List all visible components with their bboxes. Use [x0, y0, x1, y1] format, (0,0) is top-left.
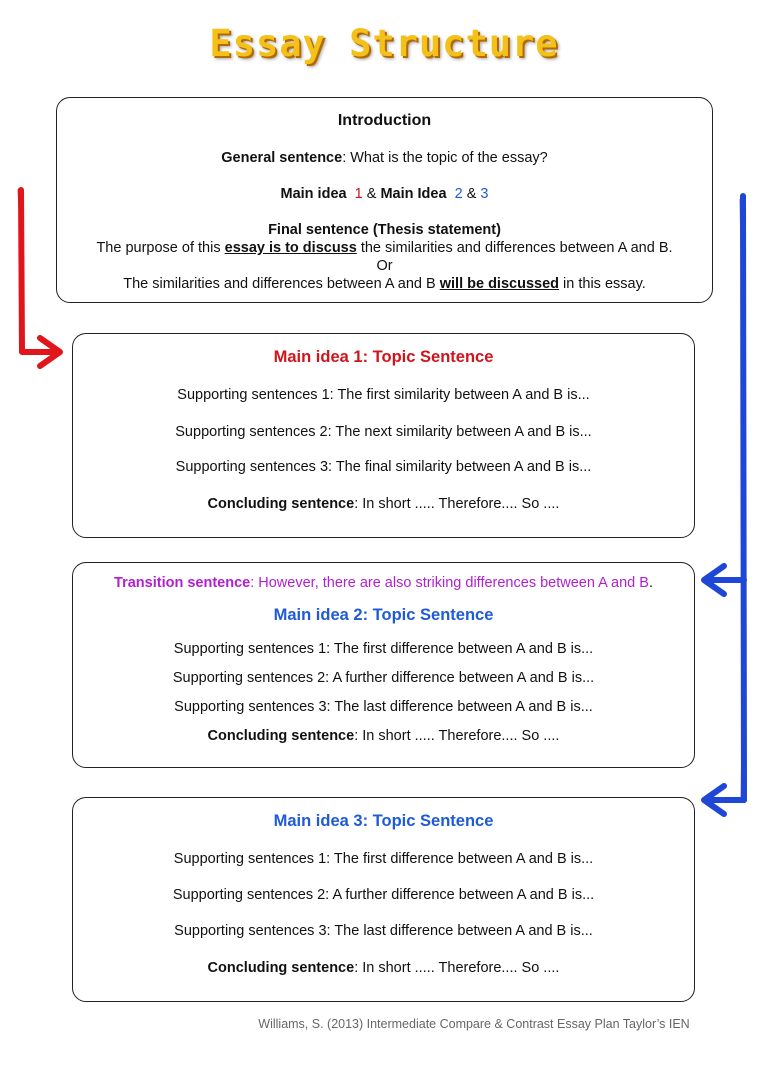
red-arrow-icon [19, 190, 60, 366]
blue-arrow-icon [704, 196, 744, 814]
footer-citation: Williams, S. (2013) Intermediate Compare & Contrast Essay Plan Taylor’s IEN [258, 1017, 690, 1031]
main-idea-number-3: 3 [480, 186, 489, 202]
body3-concluding-text: : In short ..... Therefore.... So .... [354, 960, 560, 976]
body3-support-3: Supporting sentences 3: The last difference between A and B is... [174, 923, 593, 939]
thesis-emphasis: essay is to discuss [224, 240, 357, 256]
body3-support-2: Supporting sentences 2: A further difference between A and B is... [172, 887, 595, 903]
main-idea-2-heading: Main idea 2: Topic Sentence [273, 606, 494, 624]
alt-thesis-after: in this essay. [563, 276, 646, 292]
ampersand-2: & [466, 186, 477, 202]
main-idea-3-heading: Main idea 3: Topic Sentence [273, 812, 494, 830]
main-idea-number-1: 1 [354, 186, 363, 202]
general-sentence-label: General sentence [221, 150, 343, 166]
ampersand-1: & [366, 186, 377, 202]
alt-thesis-emphasis: will be discussed [439, 276, 559, 292]
body1-concluding-text: : In short ..... Therefore.... So .... [354, 496, 560, 512]
thesis-before: The purpose of this [96, 240, 221, 256]
body2-support-2: Supporting sentences 2: A further difference between A and B is... [172, 670, 595, 686]
body1-support-3: Supporting sentences 3: The final similarity between A and B is... [175, 459, 592, 475]
main-idea-1-heading: Main idea 1: Topic Sentence [273, 348, 494, 366]
body1-concluding-label: Concluding sentence [207, 496, 355, 512]
body3-support-1: Supporting sentences 1: The first difference between A and B is... [173, 851, 594, 867]
final-sentence-label: Final sentence (Thesis statement) [268, 222, 501, 238]
body2-concluding-label: Concluding sentence [207, 728, 355, 744]
main-idea-label-2: Main Idea [380, 186, 447, 202]
body2-support-1: Supporting sentences 1: The first difference between A and B is... [173, 641, 594, 657]
main-idea-number-2: 2 [454, 186, 463, 202]
body1-support-2: Supporting sentences 2: The next similarity between A and B is... [175, 424, 592, 440]
body2-concluding-text: : In short ..... Therefore.... So .... [354, 728, 560, 744]
transition-period: . [648, 575, 653, 591]
page-title: Essay Structure [209, 22, 559, 65]
main-idea-label-1: Main idea [280, 186, 347, 202]
body2-support-3: Supporting sentences 3: The last difference between A and B is... [174, 699, 593, 715]
or-text: Or [376, 258, 393, 274]
body1-support-1: Supporting sentences 1: The first similarity between A and B is... [177, 387, 590, 403]
introduction-heading: Introduction [337, 112, 432, 129]
alt-thesis-before: The similarities and differences between A and B [123, 276, 436, 292]
transition-text: : However, there are also striking differences between A and B [250, 575, 649, 591]
general-sentence-text: : What is the topic of the essay? [342, 150, 548, 166]
thesis-after: the similarities and differences between A and B. [360, 240, 673, 256]
body3-concluding-label: Concluding sentence [207, 960, 355, 976]
transition-label: Transition sentence [114, 575, 251, 591]
